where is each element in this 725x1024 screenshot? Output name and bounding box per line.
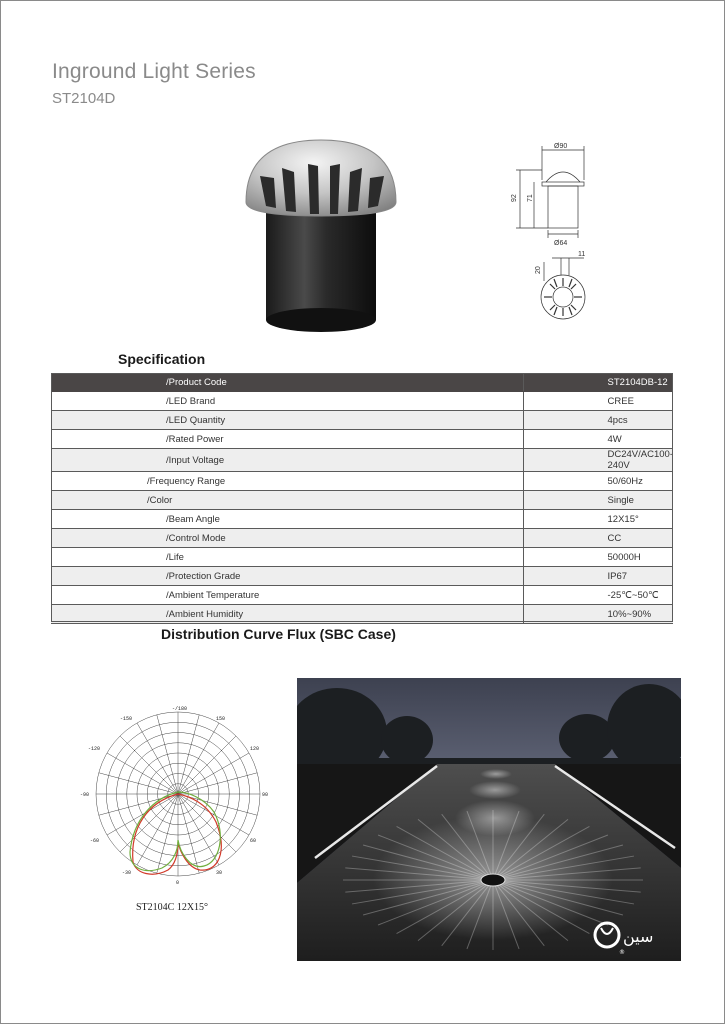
spec-value: -25℃~50℃	[523, 586, 673, 605]
polar-spoke	[107, 794, 178, 835]
angle-label: 60	[250, 838, 257, 844]
table-row	[51, 373, 673, 392]
angle-label: -90	[80, 792, 90, 798]
spec-value: 50000H	[523, 548, 673, 567]
specification-heading: Specification	[118, 351, 206, 367]
polar-spoke	[99, 794, 178, 815]
angle-label: 150	[216, 716, 226, 722]
polar-spoke	[178, 794, 236, 852]
distribution-heading: Distribution Curve Flux (SBC Case)	[161, 626, 396, 642]
table-row	[51, 510, 673, 529]
dim-total-height: 92	[511, 194, 518, 202]
spec-value: Single	[523, 491, 673, 510]
spec-label: /Color	[51, 491, 523, 510]
table-row	[51, 411, 673, 430]
table-row	[51, 392, 673, 411]
spec-value: CREE	[523, 392, 673, 411]
table-row	[51, 605, 673, 624]
spec-label: /LED Brand	[51, 392, 523, 411]
spec-label: /Ambient Temperature	[51, 586, 523, 605]
polar-spoke	[178, 736, 236, 794]
angle-label: -60	[90, 838, 100, 844]
dim-outer-diameter: Ø90	[554, 143, 568, 150]
dimension-drawing	[496, 140, 606, 340]
dim-slot-width: 11	[578, 251, 586, 258]
spec-value: 12X15°	[523, 510, 673, 529]
spec-label: /Input Voltage	[51, 449, 523, 472]
polar-spoke	[178, 794, 219, 865]
polar-spoke	[157, 715, 178, 794]
angle-label: -120	[88, 746, 101, 752]
polar-spoke	[120, 736, 178, 794]
spec-value: 10%~90%	[523, 605, 673, 624]
angle-label: 30	[216, 870, 223, 876]
table-row	[51, 529, 673, 548]
brand-logo-text: سين	[623, 927, 654, 946]
spec-label: /Product Code	[51, 373, 523, 392]
table-row	[51, 567, 673, 586]
polar-spoke	[137, 794, 178, 865]
spec-label: /Life	[51, 548, 523, 567]
polar-spoke	[178, 794, 249, 835]
table-row	[51, 449, 673, 472]
angle-label: 120	[250, 746, 260, 752]
spec-value: 50/60Hz	[523, 472, 673, 491]
angle-label: -/180	[172, 706, 188, 712]
spec-label: /Control Mode	[51, 529, 523, 548]
page-title: Inground Light Series	[52, 60, 256, 83]
spec-value: DC24V/AC100-240V	[523, 449, 673, 472]
table-row	[51, 472, 673, 491]
angle-label: 0	[176, 880, 180, 886]
angle-label: -150	[120, 716, 133, 722]
polar-spoke	[120, 794, 178, 852]
spec-label: /Ambient Humidity	[51, 605, 523, 624]
spec-value: CC	[523, 529, 673, 548]
spec-label: /Frequency Range	[51, 472, 523, 491]
polar-spoke	[178, 773, 257, 794]
dim-inner-diameter: Ø64	[554, 240, 568, 247]
dim-body-height: 71	[527, 194, 534, 202]
installation-scene-photo	[297, 678, 681, 961]
registered-mark: ®	[619, 949, 625, 956]
spec-label: /Protection Grade	[51, 567, 523, 586]
angle-label: 90	[262, 792, 269, 798]
spec-value: ST2104DB-12	[523, 373, 673, 392]
spec-label: /Beam Angle	[51, 510, 523, 529]
spec-value: IP67	[523, 567, 673, 586]
polar-spoke	[178, 723, 219, 794]
spec-value: 4pcs	[523, 411, 673, 430]
product-photo	[240, 132, 402, 337]
table-row	[51, 491, 673, 510]
spec-label: /LED Quantity	[51, 411, 523, 430]
polar-distribution-chart	[78, 702, 278, 914]
table-row	[51, 586, 673, 605]
spec-value: 4W	[523, 430, 673, 449]
polar-spoke	[107, 753, 178, 794]
polar-spoke	[99, 773, 178, 794]
polar-spoke	[137, 723, 178, 794]
table-row	[51, 430, 673, 449]
spec-label: /Rated Power	[51, 430, 523, 449]
polar-spoke	[178, 753, 249, 794]
dim-slot-height: 20	[535, 266, 542, 274]
specification-table	[51, 373, 673, 624]
model-number: ST2104D	[52, 90, 116, 107]
chart-caption: ST2104C 12X15°	[136, 902, 209, 913]
table-row	[51, 548, 673, 567]
polar-spoke	[178, 715, 199, 794]
angle-label: -30	[122, 870, 132, 876]
